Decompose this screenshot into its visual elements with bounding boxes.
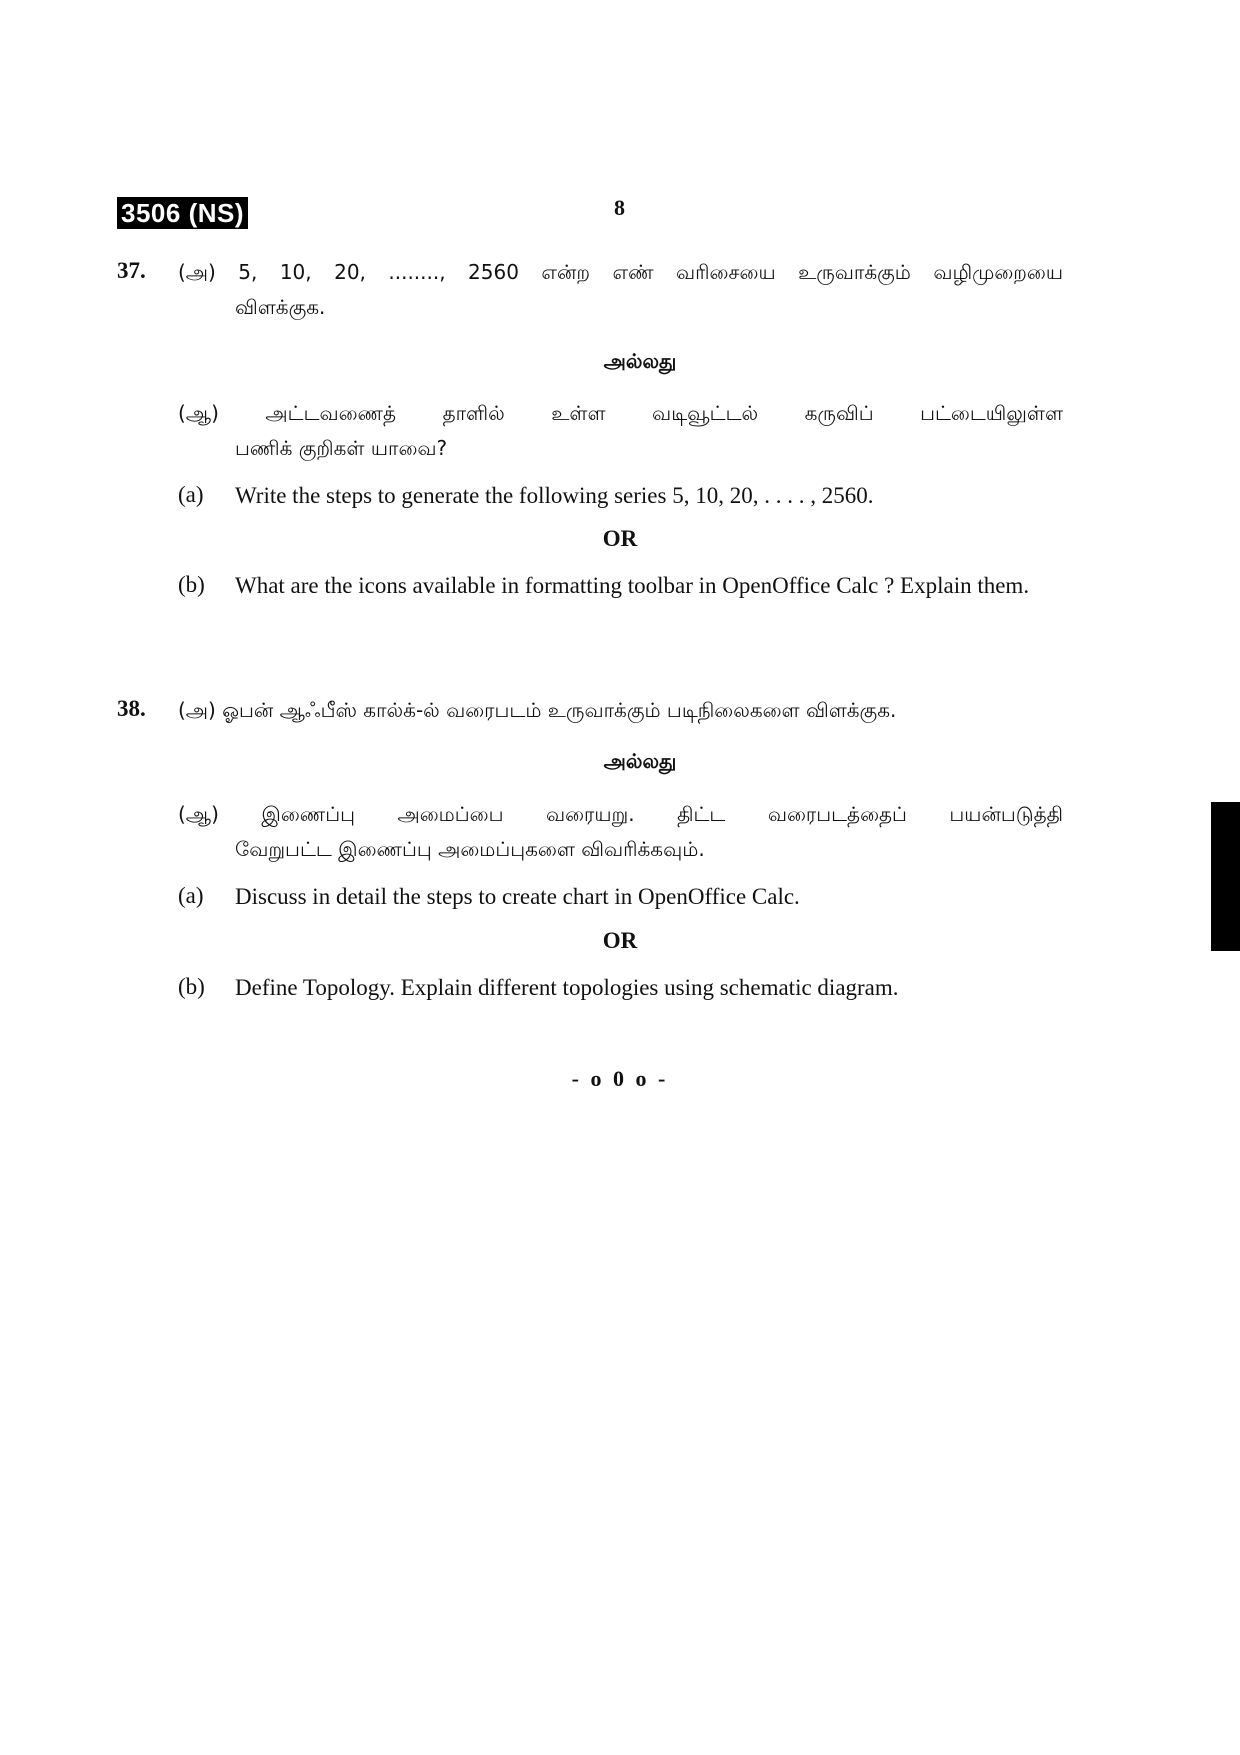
q38-or-english: OR — [602, 928, 638, 953]
question-38-number: 38. — [117, 696, 146, 721]
q37-tamil-option-b-line2: பணிக் குறிகள் யாவை? — [235, 436, 448, 460]
question-37-number: 37. — [117, 258, 146, 283]
q38-english-option-b-text: Define Topology. Explain different topologies using schematic diagram. — [235, 975, 899, 1000]
q38-tamil-option-b-line2: வேறுபட்ட இணைப்பு அமைப்புகளை விவரிக்கவும். — [235, 837, 705, 861]
q38-tamil-option-a-line1: (அ) ஓபன் ஆஃபீஸ் கால்க்-ல் வரைபடம் உருவாக்கும் படிநிலைகளை விளக்குக. — [178, 698, 897, 722]
q37-english-option-b-text: What are the icons available in formatting toolbar in OpenOffice Calc ? Explain them. — [235, 573, 1030, 598]
q37-tamil-option-a-line1: (அ) 5, 10, 20, ........, 2560 என்ற எண் வரிசையை உருவாக்கும் வழிமுறையை — [178, 260, 1063, 284]
edge-marker-block — [1211, 802, 1240, 951]
q38-english-option-a-text: Discuss in detail the steps to create chart in OpenOffice Calc. — [235, 884, 800, 909]
q37-tamil-option-a-line2: விளக்குக. — [235, 295, 326, 319]
paper-code-label: 3506 (NS) — [117, 197, 248, 229]
q37-or-tamil: அல்லது — [603, 349, 677, 373]
q37-or-english: OR — [602, 526, 638, 551]
q37-english-option-b-label: (b) — [178, 572, 205, 597]
q38-or-tamil: அல்லது — [603, 749, 677, 773]
q37-english-option-a-label: (a) — [178, 482, 204, 507]
q38-tamil-option-b-line1: (ஆ) இணைப்பு அமைப்பை வரையறு. திட்ட வரைபடத்தைப் பயன்படுத்தி — [178, 802, 1063, 826]
end-of-paper-mark: - o 0 o - — [571, 1066, 669, 1091]
q38-english-option-a-label: (a) — [178, 883, 204, 908]
q38-english-option-b-label: (b) — [178, 974, 205, 999]
q37-english-option-a-text: Write the steps to generate the following series 5, 10, 20, . . . . , 2560. — [235, 483, 874, 508]
page-number: 8 — [614, 195, 625, 220]
q37-tamil-option-b-line1: (ஆ) அட்டவணைத் தாளில் உள்ள வடிவூட்டல் கருவிப் பட்டையிலுள்ள — [178, 401, 1063, 425]
